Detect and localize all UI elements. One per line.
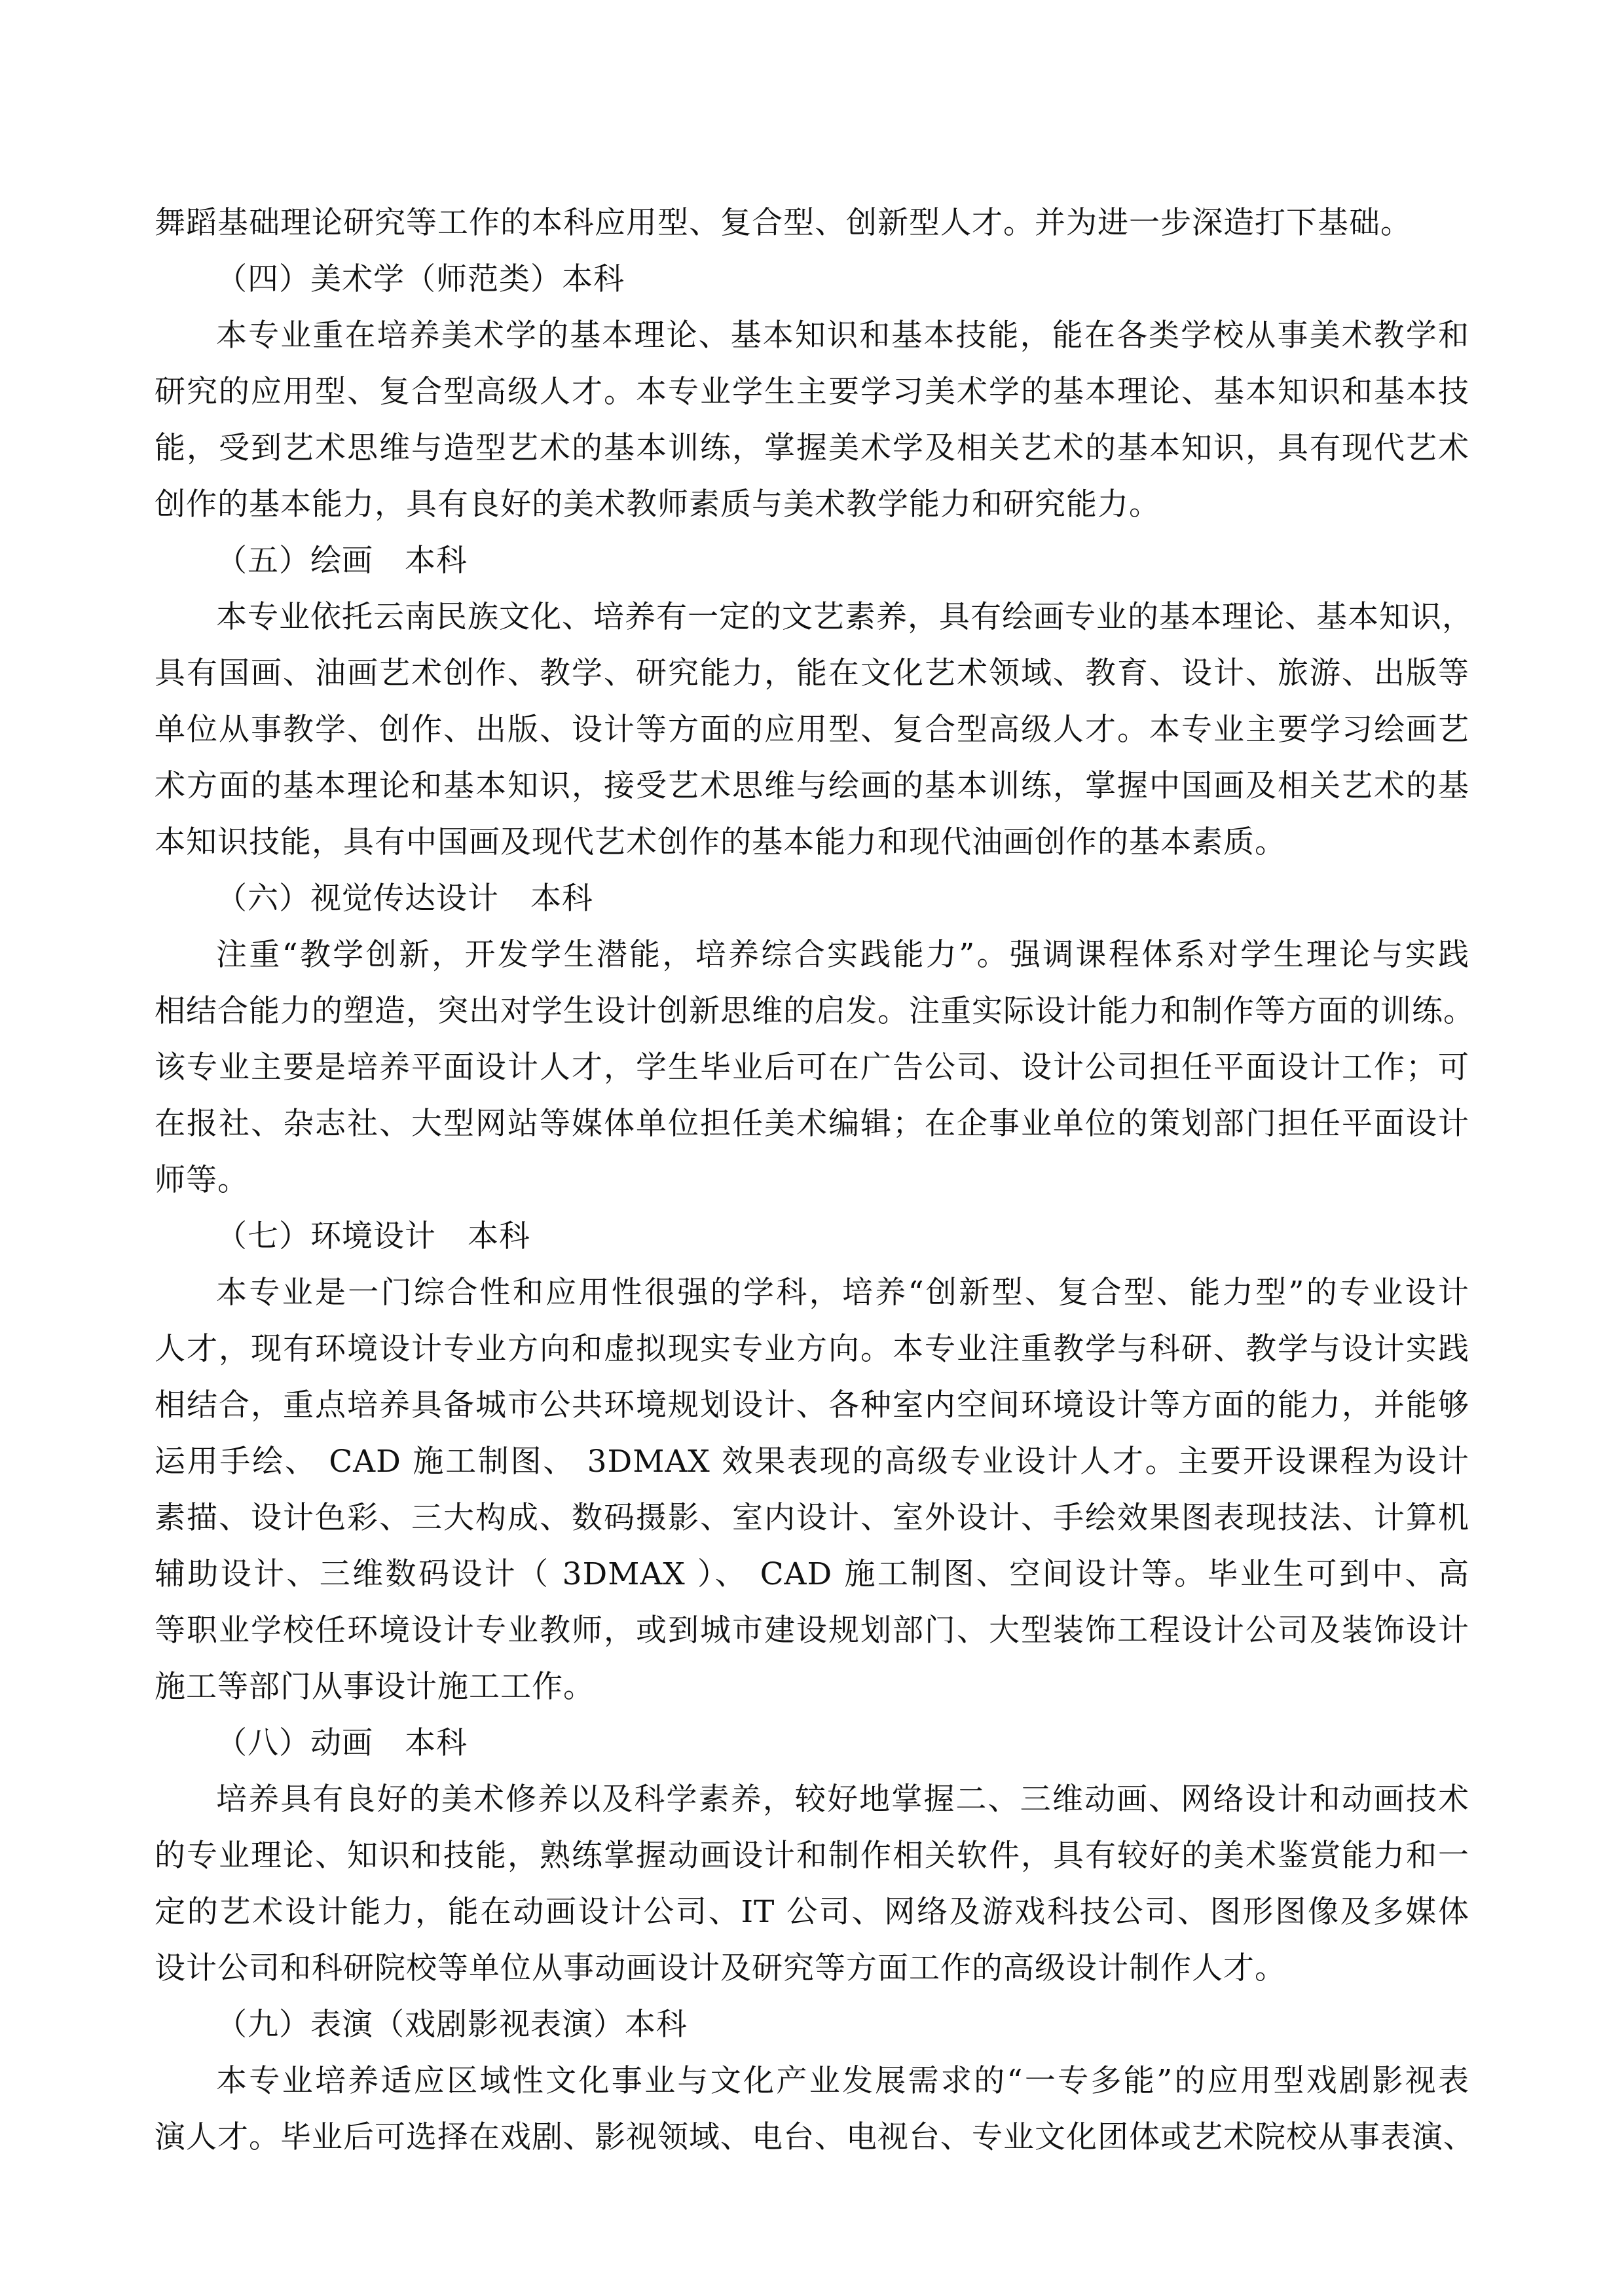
- paragraph-line: 素描、设计色彩、三大构成、数码摄影、室内设计、室外设计、手绘效果图表现技法、计算机: [155, 1500, 1469, 1536]
- paragraph-line: 注重“教学创新，开发学生潜能，培养综合实践能力”。强调课程体系对学生理论与实践: [216, 937, 1469, 973]
- paragraph-line: 能，受到艺术思维与造型艺术的基本训练，掌握美术学及相关艺术的基本知识，具有现代艺术: [155, 430, 1469, 466]
- paragraph-line: 的专业理论、知识和技能，熟练掌握动画设计和制作相关软件，具有较好的美术鉴赏能力和一: [155, 1838, 1469, 1874]
- paragraph-line: 在报社、杂志社、大型网站等媒体单位担任美术编辑；在企事业单位的策划部门担任平面设计: [155, 1106, 1469, 1142]
- section-heading: （九）表演（戏剧影视表演）本科: [216, 2007, 688, 2043]
- paragraph-line: 本专业培养适应区域性文化事业与文化产业发展需求的“一专多能”的应用型戏剧影视表: [216, 2063, 1469, 2099]
- paragraph-line: 设计公司和科研院校等单位从事动画设计及研究等方面工作的高级设计制作人才。: [155, 1950, 1286, 1986]
- paragraph-line: 该专业主要是培养平面设计人才，学生毕业后可在广告公司、设计公司担任平面设计工作；可: [155, 1049, 1469, 1085]
- paragraph-line: 本专业是一门综合性和应用性很强的学科，培养“创新型、复合型、能力型”的专业设计: [216, 1275, 1469, 1311]
- section-heading: （五）绘画 本科: [216, 543, 468, 579]
- paragraph-line: 相结合能力的塑造，突出对学生设计创新思维的启发。注重实际设计能力和制作等方面的训练。: [155, 993, 1475, 1029]
- paragraph-line: 舞蹈基础理论研究等工作的本科应用型、复合型、创新型人才。并为进一步深造打下基础。: [155, 205, 1412, 241]
- section-heading: （六）视觉传达设计 本科: [216, 881, 593, 917]
- paragraph-line: 本专业依托云南民族文化、培养有一定的文艺素养，具有绘画专业的基本理论、基本知识，: [216, 599, 1473, 635]
- document-page: [155, 195, 1475, 2166]
- paragraph-line: 等职业学校任环境设计专业教师，或到城市建设规划部门、大型装饰工程设计公司及装饰设计: [155, 1613, 1469, 1649]
- paragraph-line: 本专业重在培养美术学的基本理论、基本知识和基本技能，能在各类学校从事美术教学和: [216, 318, 1469, 354]
- paragraph-line: 运用手绘、 CAD 施工制图、 3DMAX 效果表现的高级专业设计人才。主要开设课程为设计: [155, 1444, 1469, 1480]
- paragraph-line: 辅助设计、三维数码设计（ 3DMAX ）、 CAD 施工制图、空间设计等。毕业生可到中、高: [155, 1556, 1469, 1592]
- paragraph-line: 研究的应用型、复合型高级人才。本专业学生主要学习美术学的基本理论、基本知识和基本技: [155, 374, 1469, 410]
- paragraph-line: 单位从事教学、创作、出版、设计等方面的应用型、复合型高级人才。本专业主要学习绘画艺: [155, 712, 1469, 748]
- paragraph-line: 本知识技能，具有中国画及现代艺术创作的基本能力和现代油画创作的基本素质。: [155, 824, 1286, 860]
- paragraph-line: 培养具有良好的美术修养以及科学素养，较好地掌握二、三维动画、网络设计和动画技术: [216, 1781, 1469, 1817]
- section-heading: （四）美术学（师范类）本科: [216, 261, 625, 297]
- paragraph-line: 施工等部门从事设计施工工作。: [155, 1669, 595, 1705]
- paragraph-line: 创作的基本能力，具有良好的美术教师素质与美术教学能力和研究能力。: [155, 486, 1160, 522]
- paragraph-line: 演人才。毕业后可选择在戏剧、影视领域、电台、电视台、专业文化团体或艺术院校从事表演、: [155, 2119, 1475, 2155]
- paragraph-line: 人才，现有环境设计专业方向和虚拟现实专业方向。本专业注重教学与科研、教学与设计实践: [155, 1331, 1469, 1367]
- section-heading: （八）动画 本科: [216, 1725, 468, 1761]
- paragraph-line: 相结合，重点培养具备城市公共环境规划设计、各种室内空间环境设计等方面的能力，并能够: [155, 1387, 1469, 1423]
- section-heading: （七）环境设计 本科: [216, 1218, 530, 1254]
- paragraph-line: 师等。: [155, 1162, 249, 1198]
- paragraph-line: 定的艺术设计能力，能在动画设计公司、IT 公司、网络及游戏科技公司、图形图像及多媒体: [155, 1894, 1469, 1930]
- paragraph-line: 术方面的基本理论和基本知识，接受艺术思维与绘画的基本训练，掌握中国画及相关艺术的基: [155, 768, 1469, 804]
- paragraph-line: 具有国画、油画艺术创作、教学、研究能力，能在文化艺术领域、教育、设计、旅游、出版等: [155, 655, 1469, 691]
